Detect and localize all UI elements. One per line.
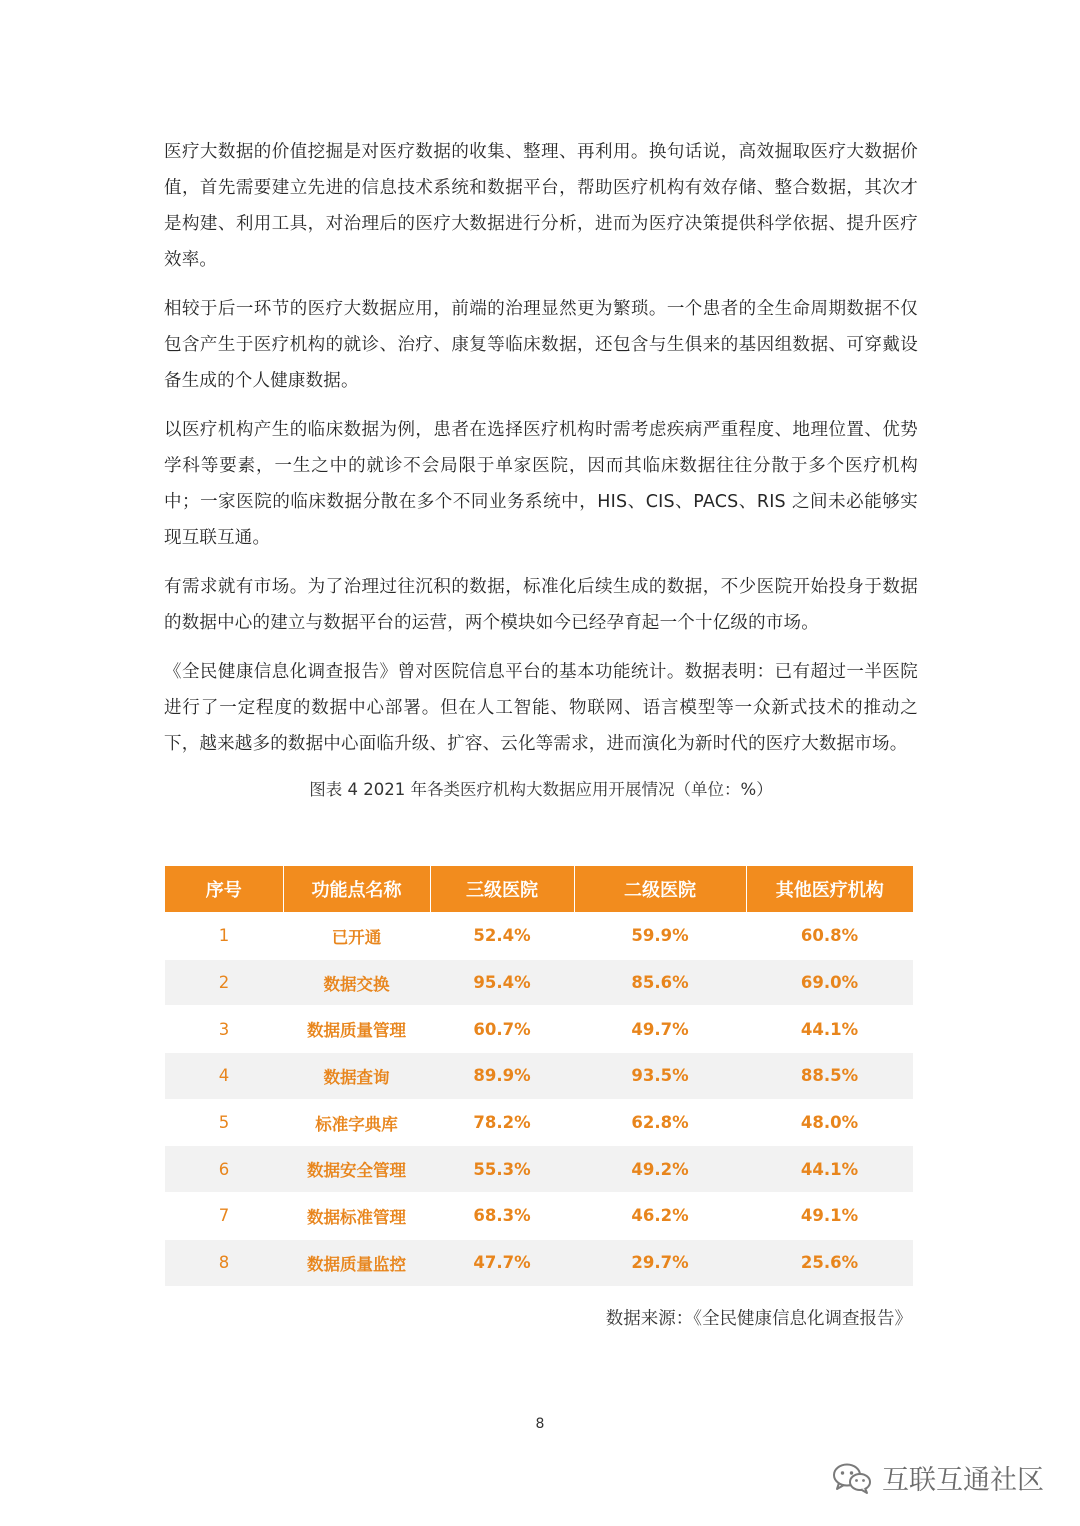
cell-value: 89.9%: [430, 1053, 574, 1100]
header-secondary-hospital: 二级医院: [574, 866, 746, 913]
cell-index: 5: [165, 1099, 283, 1146]
cell-value: 85.6%: [574, 959, 746, 1006]
article-body: [164, 134, 918, 805]
cell-function-name: 已开通: [283, 913, 430, 960]
watermark: [832, 1458, 1044, 1497]
wechat-icon: [832, 1461, 872, 1495]
data-table-container: [165, 866, 913, 1286]
cell-function-name: 数据交换: [283, 959, 430, 1006]
cell-value: 46.2%: [574, 1193, 746, 1240]
cell-value: 49.2%: [574, 1146, 746, 1193]
cell-index: 1: [165, 913, 283, 960]
cell-value: 93.5%: [574, 1053, 746, 1100]
table-row: [165, 1239, 913, 1285]
header-other-institutions: 其他医疗机构: [746, 866, 913, 913]
cell-index: 8: [165, 1239, 283, 1285]
table-row: [165, 1193, 913, 1240]
cell-value: 69.0%: [746, 959, 913, 1006]
cell-function-name: 数据质量监控: [283, 1239, 430, 1285]
table-row: [165, 959, 913, 1006]
table-caption: 图表 4 2021 年各类医疗机构大数据应用开展情况（单位：%）: [309, 780, 773, 799]
watermark-text: 互联互通社区: [882, 1465, 1044, 1496]
cell-value: 25.6%: [746, 1239, 913, 1285]
cell-function-name: 数据安全管理: [283, 1146, 430, 1193]
page-number: 8: [535, 1416, 545, 1432]
cell-value: 49.1%: [746, 1193, 913, 1240]
cell-value: 60.7%: [430, 1006, 574, 1053]
cell-function-name: 标准字典库: [283, 1099, 430, 1146]
cell-value: 59.9%: [574, 913, 746, 960]
cell-value: 95.4%: [430, 959, 574, 1006]
data-table: [165, 866, 913, 1286]
paragraph: 以医疗机构产生的临床数据为例，患者在选择医疗机构时需考虑疾病严重程度、地理位置、优势学科等要素，一生之中的就诊不会局限于单家医院，因而其临床数据往往分散于多个医疗机构中；一家医院的临床数据分散在多个不同业务系统中，HIS、CIS、PACS、RIS 之间未必能够实现互联互通。: [164, 420, 918, 548]
cell-value: 44.1%: [746, 1146, 913, 1193]
header-index: 序号: [165, 866, 283, 913]
cell-index: 6: [165, 1146, 283, 1193]
cell-index: 7: [165, 1193, 283, 1240]
cell-value: 62.8%: [574, 1099, 746, 1146]
cell-index: 2: [165, 959, 283, 1006]
paragraph: 有需求就有市场。为了治理过往沉积的数据，标准化后续生成的数据，不少医院开始投身于数据的数据中心的建立与数据平台的运营，两个模块如今已经孕育起一个十亿级的市场。: [164, 577, 918, 633]
cell-value: 49.7%: [574, 1006, 746, 1053]
cell-value: 88.5%: [746, 1053, 913, 1100]
table-row: [165, 1006, 913, 1053]
paragraph: 《全民健康信息化调查报告》曾对医院信息平台的基本功能统计。数据表明：已有超过一半医院进行了一定程度的数据中心部署。但在人工智能、物联网、语言模型等一众新式技术的推动之下，越来越多的数据中心面临升级、扩容、云化等需求，进而演化为新时代的医疗大数据市场。: [164, 662, 918, 754]
cell-value: 44.1%: [746, 1006, 913, 1053]
cell-value: 55.3%: [430, 1146, 574, 1193]
cell-index: 4: [165, 1053, 283, 1100]
table-row: [165, 913, 913, 960]
cell-value: 48.0%: [746, 1099, 913, 1146]
cell-value: 78.2%: [430, 1099, 574, 1146]
cell-value: 29.7%: [574, 1239, 746, 1285]
table-header-row: [165, 866, 913, 913]
cell-value: 60.8%: [746, 913, 913, 960]
paragraph: 医疗大数据的价值挖掘是对医疗数据的收集、整理、再利用。换句话说，高效掘取医疗大数据价值，首先需要建立先进的信息技术系统和数据平台，帮助医疗机构有效存储、整合数据，其次才是构建、利用工具，对治理后的医疗大数据进行分析，进而为医疗决策提供科学依据、提升医疗效率。: [164, 142, 918, 270]
data-source: 数据来源：《全民健康信息化调查报告》: [605, 1309, 912, 1329]
table-row: [165, 1146, 913, 1193]
cell-value: 68.3%: [430, 1193, 574, 1240]
cell-index: 3: [165, 1006, 283, 1053]
paragraph: 相较于后一环节的医疗大数据应用，前端的治理显然更为繁琐。一个患者的全生命周期数据不仅包含产生于医疗机构的就诊、治疗、康复等临床数据，还包含与生俱来的基因组数据、可穿戴设备生成的个人健康数据。: [164, 299, 918, 391]
table-row: [165, 1053, 913, 1100]
cell-function-name: 数据标准管理: [283, 1193, 430, 1240]
cell-value: 52.4%: [430, 913, 574, 960]
cell-function-name: 数据查询: [283, 1053, 430, 1100]
table-row: [165, 1099, 913, 1146]
header-tertiary-hospital: 三级医院: [430, 866, 574, 913]
header-function-name: 功能点名称: [283, 866, 430, 913]
cell-value: 47.7%: [430, 1239, 574, 1285]
cell-function-name: 数据质量管理: [283, 1006, 430, 1053]
